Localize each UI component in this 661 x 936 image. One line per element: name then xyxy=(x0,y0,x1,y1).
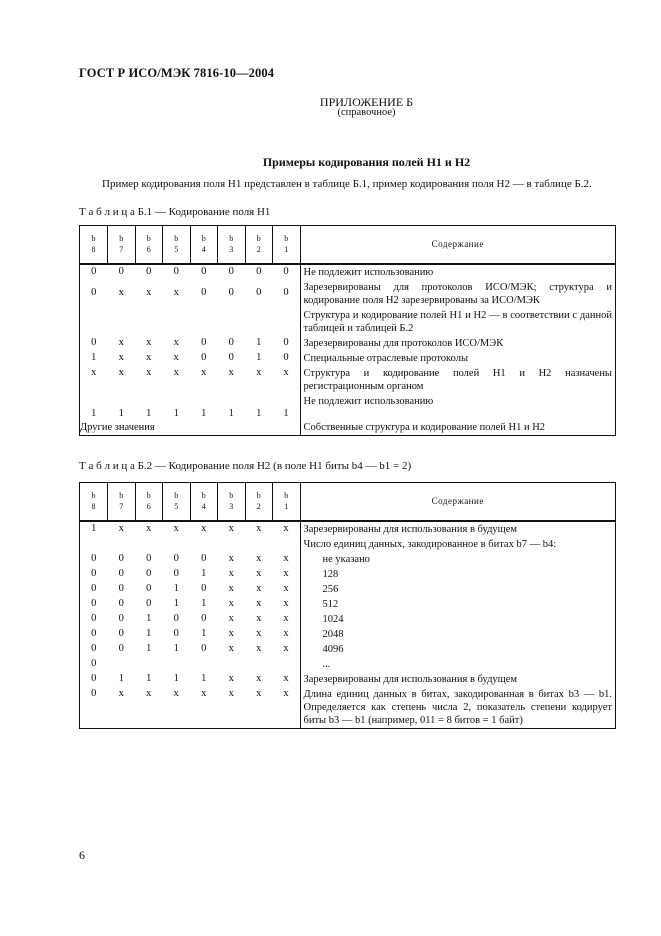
table1 xyxy=(80,225,615,435)
bit-cell: x xyxy=(173,688,179,699)
bit-header-letter: b xyxy=(229,234,234,243)
bit-cell: 1 xyxy=(256,408,262,419)
bit-cell: 0 xyxy=(118,266,124,277)
bit-header xyxy=(218,482,246,521)
bit-cell: x xyxy=(283,553,289,564)
bit-cell: x xyxy=(173,287,179,298)
bit-cell xyxy=(245,657,273,672)
bit-cell: x xyxy=(228,643,234,654)
table-row xyxy=(80,642,615,657)
bit-cell: 0 xyxy=(91,287,97,298)
bit-header-letter: b xyxy=(256,234,261,243)
bit-cell: x xyxy=(283,367,289,378)
content-cell: 512 xyxy=(300,597,615,612)
bit-cell: x xyxy=(228,553,234,564)
bit-cell xyxy=(135,537,163,552)
bit-cell: 0 xyxy=(256,287,262,298)
content-cell: Структура и кодирование полей H1 и H2 — в соответствии с данной таблицей и таблицей Б.2 xyxy=(300,308,615,336)
bit-cell: x xyxy=(228,598,234,609)
bit-header xyxy=(80,225,108,264)
bit-cell xyxy=(163,308,191,336)
bit-cell: 0 xyxy=(283,266,289,277)
bit-header-letter: b xyxy=(91,234,96,243)
bit-cell: 0 xyxy=(91,598,97,609)
bit-cell: 0 xyxy=(146,583,152,594)
bit-header-number: 5 xyxy=(174,502,179,511)
content-cell: не указано xyxy=(300,552,615,567)
bit-cell: 0 xyxy=(118,628,124,639)
table-row xyxy=(80,521,615,537)
bit-cell: 1 xyxy=(283,408,289,419)
bit-cell xyxy=(135,657,163,672)
other-values-label: Другие значения xyxy=(80,422,155,433)
bit-cell: x xyxy=(173,523,179,534)
bit-header-letter: b xyxy=(201,234,206,243)
bit-cell: x xyxy=(256,583,262,594)
bit-cell: x xyxy=(256,523,262,534)
table-row xyxy=(80,567,615,582)
bit-cell: 0 xyxy=(228,287,234,298)
bit-header xyxy=(108,225,136,264)
bit-cell: 0 xyxy=(201,553,207,564)
bit-cell: 0 xyxy=(201,643,207,654)
bit-cell: 1 xyxy=(91,352,97,363)
bit-cell: 0 xyxy=(146,266,152,277)
bit-cell xyxy=(163,657,191,672)
bit-header-letter: b xyxy=(201,491,206,500)
page-number: 6 xyxy=(79,848,85,862)
bit-cell: 1 xyxy=(201,673,207,684)
bit-header xyxy=(163,482,191,521)
content-cell: Зарезервированы для протоколов ИСО/МЭК; структура и кодирование поля H2 зарезервированы за ИСО/МЭК xyxy=(300,280,615,308)
bit-cell: 1 xyxy=(146,628,152,639)
table-row xyxy=(80,687,615,728)
bit-cell: x xyxy=(283,643,289,654)
bit-cell: x xyxy=(173,367,179,378)
table-row xyxy=(80,394,615,420)
content-cell: 128 xyxy=(300,567,615,582)
table-row xyxy=(80,552,615,567)
bit-cell xyxy=(108,537,136,552)
content-cell: Число единиц данных, закодированное в битах b7 — b4: xyxy=(300,537,615,552)
bit-cell: 0 xyxy=(201,337,207,348)
bit-cell: 0 xyxy=(201,287,207,298)
table-row xyxy=(80,612,615,627)
bit-cell: x xyxy=(118,352,124,363)
bit-cell: 0 xyxy=(118,613,124,624)
bit-cell: x xyxy=(283,598,289,609)
bit-cell xyxy=(273,308,301,336)
bit-cell: x xyxy=(228,583,234,594)
table-row xyxy=(80,351,615,366)
bit-cell: 0 xyxy=(173,266,179,277)
bit-header-letter: b xyxy=(119,234,124,243)
bit-cell: x xyxy=(228,688,234,699)
table-row xyxy=(80,597,615,612)
bit-header xyxy=(108,482,136,521)
content-cell: Длина единиц данных в битах, закодированная в битах b3 — b1. Определяется как степень числа 2, показатель степени кодирует биты b3 — b1 (например, 011 = 8 битов = 1 байт) xyxy=(300,687,615,728)
bit-cell: 0 xyxy=(91,613,97,624)
content-cell: Не подлежит использованию xyxy=(300,394,615,420)
bit-cell: 1 xyxy=(256,337,262,348)
bit-header-number: 7 xyxy=(119,502,124,511)
bit-header xyxy=(273,482,301,521)
bit-cell: 1 xyxy=(173,643,179,654)
bit-cell xyxy=(80,308,108,336)
bit-cell: 1 xyxy=(201,628,207,639)
bit-header-letter: b xyxy=(284,491,289,500)
bit-cell: 1 xyxy=(146,643,152,654)
bit-cell: 0 xyxy=(283,337,289,348)
bit-cell: 0 xyxy=(201,352,207,363)
table-row xyxy=(80,582,615,597)
bit-header-letter: b xyxy=(119,491,124,500)
bit-cell: 0 xyxy=(228,266,234,277)
bit-cell: 0 xyxy=(118,598,124,609)
bit-cell: 0 xyxy=(118,583,124,594)
content-cell: ... xyxy=(300,657,615,672)
bit-cell: 0 xyxy=(146,553,152,564)
content-cell: 2048 xyxy=(300,627,615,642)
bit-header-number: 5 xyxy=(174,245,179,254)
bit-cell: x xyxy=(228,367,234,378)
bit-header xyxy=(245,225,273,264)
intro-paragraph: Пример кодирования поля H1 представлен в таблице Б.1, пример кодирования поля H2 — в таблице Б.2. xyxy=(102,178,592,190)
bit-cell xyxy=(135,308,163,336)
bit-header xyxy=(273,225,301,264)
bit-cell: 1 xyxy=(173,598,179,609)
bit-header-number: 1 xyxy=(284,245,289,254)
bit-header-number: 4 xyxy=(201,502,206,511)
bit-cell xyxy=(190,657,218,672)
bit-header-number: 6 xyxy=(146,502,151,511)
bit-cell: 1 xyxy=(173,583,179,594)
bit-cell xyxy=(108,657,136,672)
bit-cell: 0 xyxy=(173,553,179,564)
bit-cell: x xyxy=(228,523,234,534)
table-row xyxy=(80,280,615,308)
bit-header-number: 1 xyxy=(284,502,289,511)
bit-header-letter: b xyxy=(256,491,261,500)
table-row xyxy=(80,336,615,351)
bit-cell xyxy=(218,537,246,552)
bit-cell xyxy=(245,537,273,552)
table-row xyxy=(80,537,615,552)
bit-cell: 0 xyxy=(91,568,97,579)
bit-cell: 0 xyxy=(173,568,179,579)
bit-cell: 0 xyxy=(201,583,207,594)
table-row xyxy=(80,264,615,280)
bit-cell: 1 xyxy=(228,408,234,419)
bit-header xyxy=(190,482,218,521)
bit-cell: x xyxy=(228,673,234,684)
bit-cell: x xyxy=(256,643,262,654)
bit-cell: x xyxy=(256,688,262,699)
content-cell: Структура и кодирование полей H1 и H2 назначены регистрационным органом xyxy=(300,366,615,394)
bit-cell: 0 xyxy=(118,568,124,579)
bit-cell: x xyxy=(256,568,262,579)
content-cell: 4096 xyxy=(300,642,615,657)
bit-cell: 1 xyxy=(146,408,152,419)
bit-cell: x xyxy=(283,583,289,594)
header-row xyxy=(80,482,615,521)
bit-cell xyxy=(190,537,218,552)
bit-cell: x xyxy=(201,688,207,699)
bit-cell: x xyxy=(201,523,207,534)
content-header: Содержание xyxy=(300,482,615,521)
bit-cell xyxy=(245,308,273,336)
bit-cell: 0 xyxy=(91,688,97,699)
bit-cell: 0 xyxy=(201,266,207,277)
bit-header xyxy=(245,482,273,521)
appendix-title: ПРИЛОЖЕНИЕ Б xyxy=(319,95,414,109)
table2 xyxy=(80,482,615,728)
bit-cell: 0 xyxy=(91,553,97,564)
bit-cell: x xyxy=(146,352,152,363)
bit-header-number: 7 xyxy=(119,245,124,254)
bit-cell: 0 xyxy=(118,553,124,564)
bit-cell: 1 xyxy=(118,408,124,419)
bit-cell: 1 xyxy=(256,352,262,363)
section-title: Примеры кодирования полей H1 и H2 xyxy=(262,155,471,169)
bit-cell: 0 xyxy=(173,628,179,639)
bit-header-number: 2 xyxy=(256,245,261,254)
bit-cell: x xyxy=(283,613,289,624)
bit-cell: 0 xyxy=(91,643,97,654)
bit-cell: 0 xyxy=(118,643,124,654)
bit-header xyxy=(80,482,108,521)
content-cell: Не подлежит использованию xyxy=(300,264,615,280)
header-row xyxy=(80,225,615,264)
bit-cell: x xyxy=(91,367,97,378)
bit-header-letter: b xyxy=(146,491,151,500)
bit-cell: x xyxy=(118,688,124,699)
bit-cell: x xyxy=(146,367,152,378)
bit-cell: x xyxy=(256,613,262,624)
bit-cell: x xyxy=(146,523,152,534)
bit-header xyxy=(135,482,163,521)
bit-cell: x xyxy=(228,628,234,639)
table-row xyxy=(80,657,615,672)
bit-header-number: 3 xyxy=(229,502,234,511)
bit-cell: 0 xyxy=(91,337,97,348)
bit-cell: 1 xyxy=(146,613,152,624)
bit-cell: x xyxy=(173,352,179,363)
content-cell: Собственные структура и кодирование полей H1 и H2 xyxy=(300,420,615,435)
bit-cell xyxy=(273,537,301,552)
bit-cell: 0 xyxy=(91,266,97,277)
bit-cell xyxy=(218,657,246,672)
standard-header: ГОСТ Р ИСО/МЭК 7816-10—2004 xyxy=(79,66,275,80)
bit-header xyxy=(135,225,163,264)
bit-cell: x xyxy=(146,287,152,298)
bit-cell: x xyxy=(283,628,289,639)
bit-cell: 1 xyxy=(201,598,207,609)
bit-header-number: 8 xyxy=(91,245,96,254)
bit-header xyxy=(163,225,191,264)
table-row xyxy=(80,366,615,394)
bit-cell: 1 xyxy=(118,673,124,684)
bit-cell: x xyxy=(256,367,262,378)
bit-cell: x xyxy=(228,613,234,624)
bit-header-letter: b xyxy=(91,491,96,500)
content-header: Содержание xyxy=(300,225,615,264)
content-cell: Специальные отраслевые протоколы xyxy=(300,351,615,366)
table-row xyxy=(80,308,615,336)
bit-cell: 1 xyxy=(91,408,97,419)
bit-cell: 1 xyxy=(91,523,97,534)
bit-cell: x xyxy=(118,523,124,534)
bit-cell: 1 xyxy=(173,408,179,419)
appendix-note: (справочное) xyxy=(337,107,396,118)
bit-cell: x xyxy=(118,367,124,378)
bit-cell: x xyxy=(256,553,262,564)
content-cell: Зарезервированы для использования в будущем xyxy=(300,521,615,537)
bit-cell: 1 xyxy=(173,673,179,684)
bit-cell: x xyxy=(256,673,262,684)
bit-cell: x xyxy=(283,568,289,579)
bit-header-letter: b xyxy=(146,234,151,243)
content-cell: 1024 xyxy=(300,612,615,627)
bit-cell: x xyxy=(283,673,289,684)
bit-cell: 0 xyxy=(91,673,97,684)
bit-cell: 0 xyxy=(91,658,97,669)
bit-cell xyxy=(163,537,191,552)
bit-cell: 0 xyxy=(228,337,234,348)
bit-cell: x xyxy=(228,568,234,579)
bit-header-letter: b xyxy=(229,491,234,500)
bit-cell: x xyxy=(201,367,207,378)
bit-cell: x xyxy=(256,598,262,609)
bit-cell: 1 xyxy=(146,673,152,684)
bit-cell: 0 xyxy=(91,628,97,639)
table-row xyxy=(80,627,615,642)
bit-header xyxy=(190,225,218,264)
bit-cell: 0 xyxy=(146,568,152,579)
bit-cell xyxy=(273,657,301,672)
bit-cell: 0 xyxy=(173,613,179,624)
bit-cell: x xyxy=(256,628,262,639)
bit-cell: x xyxy=(118,287,124,298)
bit-header-number: 3 xyxy=(229,245,234,254)
bit-cell: x xyxy=(173,337,179,348)
bit-cell: 0 xyxy=(283,352,289,363)
bit-header xyxy=(218,225,246,264)
bit-cell: x xyxy=(283,688,289,699)
table-row xyxy=(80,420,615,435)
bit-header-letter: b xyxy=(174,234,179,243)
bit-header-letter: b xyxy=(174,491,179,500)
bit-header-number: 8 xyxy=(91,502,96,511)
bit-header-number: 6 xyxy=(146,245,151,254)
bit-cell: 0 xyxy=(256,266,262,277)
bit-cell xyxy=(190,308,218,336)
bit-cell: 1 xyxy=(201,568,207,579)
bit-cell: x xyxy=(283,523,289,534)
table1-caption: Т а б л и ц а Б.1 — Кодирование поля H1 xyxy=(79,206,271,218)
bit-cell: x xyxy=(146,688,152,699)
bit-cell: x xyxy=(146,337,152,348)
bit-cell xyxy=(218,308,246,336)
table2-caption: Т а б л и ц а Б.2 — Кодирование поля H2 (в поле H1 биты b4 — b1 = 2) xyxy=(79,460,412,472)
bit-cell: 0 xyxy=(228,352,234,363)
bit-cell: 0 xyxy=(91,583,97,594)
bit-header-letter: b xyxy=(284,234,289,243)
bit-header-number: 2 xyxy=(256,502,261,511)
table-row xyxy=(80,672,615,687)
content-cell: 256 xyxy=(300,582,615,597)
content-cell: Зарезервированы для протоколов ИСО/МЭК xyxy=(300,336,615,351)
bit-cell: x xyxy=(118,337,124,348)
bit-cell xyxy=(80,537,108,552)
bit-cell: 0 xyxy=(146,598,152,609)
bit-cell: 0 xyxy=(201,613,207,624)
bit-cell xyxy=(108,308,136,336)
bit-header-number: 4 xyxy=(201,245,206,254)
content-cell: Зарезервированы для использования в будущем xyxy=(300,672,615,687)
bit-cell: 0 xyxy=(283,287,289,298)
bit-cell: 1 xyxy=(201,408,207,419)
